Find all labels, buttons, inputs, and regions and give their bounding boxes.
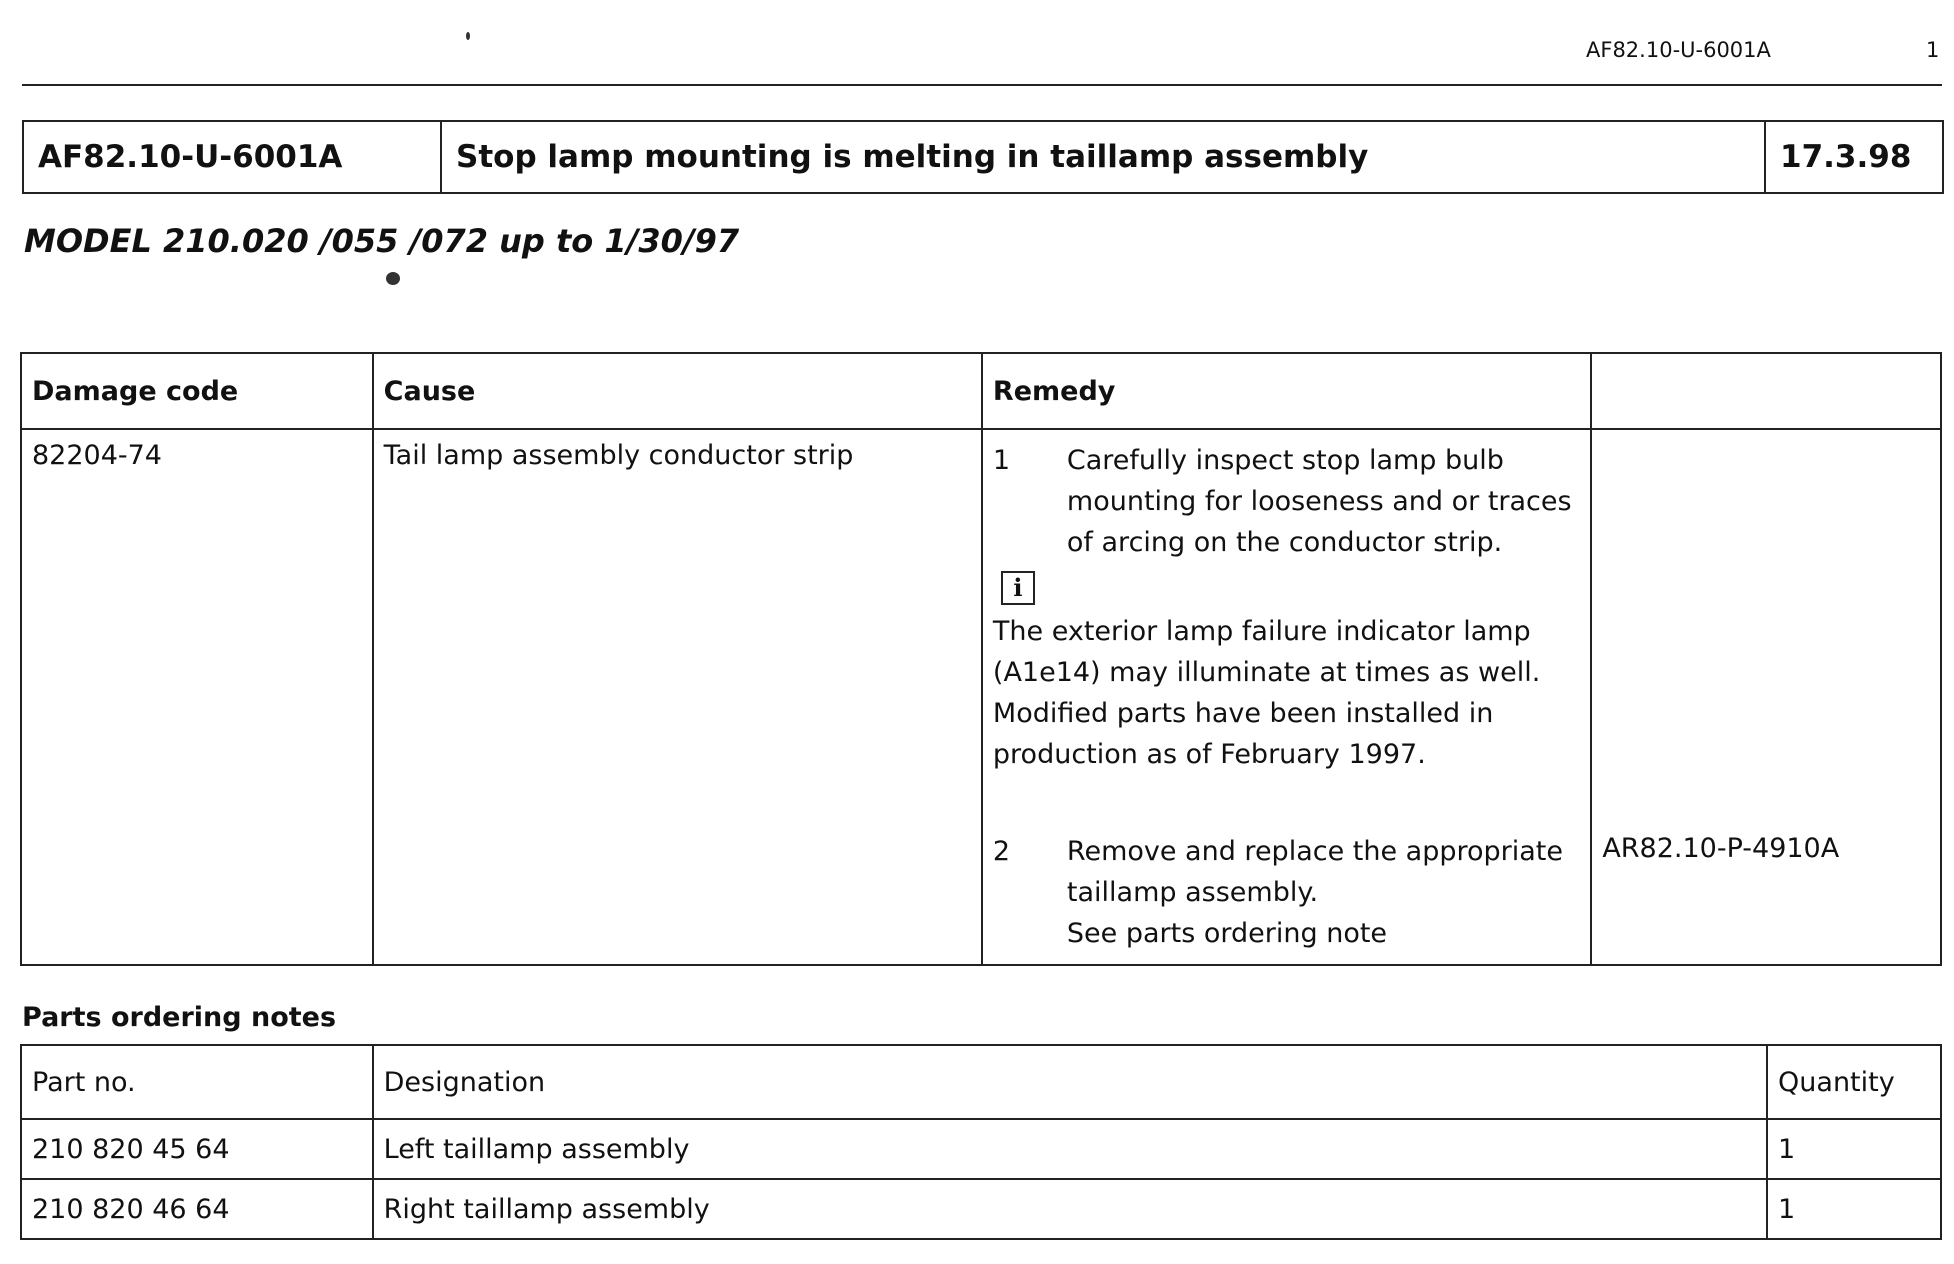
step-2-number: 2 xyxy=(992,836,1011,867)
page-header-code: AF82.10-U-6001A xyxy=(1586,38,1771,62)
header-rule xyxy=(22,84,1942,86)
remedy-cell xyxy=(982,429,1591,965)
quantity-cell: 1 xyxy=(1767,1179,1941,1239)
parts-table xyxy=(20,1044,1942,1240)
document-code: AF82.10-U-6001A xyxy=(24,122,442,192)
parts-heading: Parts ordering notes xyxy=(22,1002,337,1033)
step-2-subtext: See parts ordering note xyxy=(1066,918,1388,949)
model-line: MODEL 210.020 /055 /072 up to 1/30/97 xyxy=(24,222,740,260)
header-quantity: Quantity xyxy=(1767,1045,1941,1119)
header-designation: Designation xyxy=(373,1045,1767,1119)
header-cause: Cause xyxy=(373,353,982,429)
info-icon: i xyxy=(1001,571,1035,605)
designation-cell: Left taillamp assembly xyxy=(373,1119,1767,1179)
remedy-step-2 xyxy=(993,831,1580,954)
table-row xyxy=(21,1119,1941,1179)
header-part-no: Part no. xyxy=(21,1045,373,1119)
step-2-text: Remove and replace the appropriate taillamp assembly. xyxy=(1066,836,1564,908)
parts-table-header xyxy=(21,1045,1941,1119)
header-remedy: Remedy xyxy=(982,353,1591,429)
damage-code-cell: 82204-74 xyxy=(21,429,373,965)
designation-cell: Right taillamp assembly xyxy=(373,1179,1767,1239)
cause-cell: Tail lamp assembly conductor strip xyxy=(373,429,982,965)
table-row xyxy=(21,429,1941,965)
scan-speck xyxy=(386,272,400,285)
document-date: 17.3.98 xyxy=(1780,139,1912,175)
document-title: Stop lamp mounting is melting in taillamp assembly xyxy=(442,122,1766,192)
step-1-number: 1 xyxy=(992,445,1011,476)
title-box xyxy=(22,120,1944,194)
quantity-cell: 1 xyxy=(1767,1119,1941,1179)
step-2-body xyxy=(1067,831,1580,954)
reference-link[interactable]: AR82.10-P-4910A xyxy=(1602,833,1840,864)
header-reference xyxy=(1591,353,1941,429)
part-no-cell: 210 820 46 64 xyxy=(21,1179,373,1239)
step-1-text: Carefully inspect stop lamp bulb mounting for looseness and or traces of arcing on the conductor strip. xyxy=(1066,445,1572,558)
damage-table-header xyxy=(21,353,1941,429)
remedy-note: The exterior lamp failure indicator lamp (A1e14) may illuminate at times as well. Modified parts have been installed in production as of February 1997. xyxy=(992,616,1541,770)
reference-cell xyxy=(1591,429,1941,965)
page-number: 1 xyxy=(1926,38,1940,62)
header-damage-code: Damage code xyxy=(21,353,373,429)
damage-table xyxy=(20,352,1942,966)
remedy-step-1 xyxy=(993,440,1580,563)
part-no-cell: 210 820 45 64 xyxy=(21,1119,373,1179)
scan-speck xyxy=(466,32,470,40)
table-row xyxy=(21,1179,1941,1239)
